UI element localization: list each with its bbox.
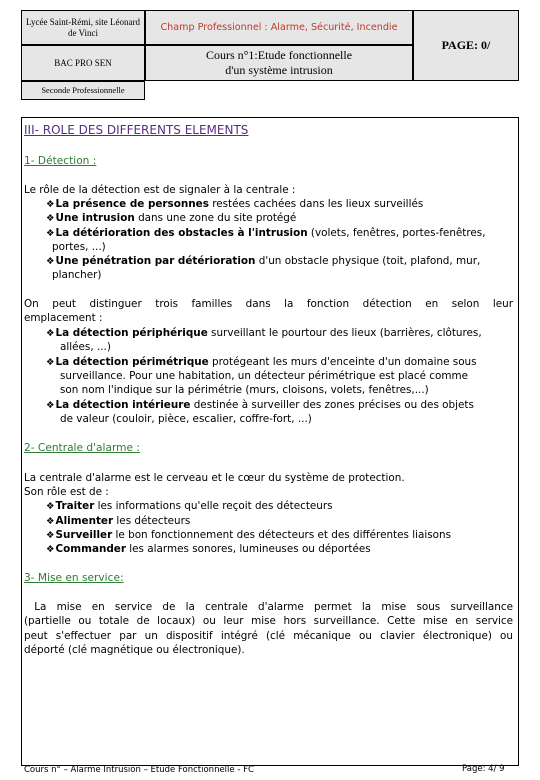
detection-heading: 1- Détection :	[24, 155, 97, 167]
detection-item: ❖ La détérioration des obstacles à l'intrusion (volets, fenêtres, portes-fenêtres,	[46, 226, 486, 241]
detection-item-continuation: portes, ...)	[52, 241, 106, 253]
mise-paragraph-line: (partielle ou totale de locaux) ou leur mise hors surveillance. Cette mise en service	[24, 615, 513, 627]
school-name: Lycée Saint-Rémi, site Léonard de Vinci	[21, 10, 145, 45]
mise-paragraph-line: La mise en service de la centrale d'alarme permet la mise sous surveillance	[24, 601, 513, 613]
detection-intro: Le rôle de la détection est de signaler à la centrale :	[24, 184, 296, 196]
centrale-role: Son rôle est de :	[24, 486, 109, 498]
detection-item: ❖ Une intrusion dans une zone du site protégé	[46, 211, 296, 226]
centrale-intro: La centrale d'alarme est le cerveau et le cœur du système de protection.	[24, 472, 405, 484]
centrale-heading: 2- Centrale d'alarme :	[24, 442, 140, 454]
detection-item: ❖ Une pénétration par détérioration d'un obstacle physique (toit, plafond, mur,	[46, 254, 480, 269]
family-item-continuation: son nom l'indique sur la périmétrie (murs, cloisons, volets, fenêtres,...)	[60, 384, 429, 396]
family-item-continuation: allées, ...)	[60, 341, 111, 353]
family-item: ❖ La détection intérieure destinée à surveiller des zones précises ou des objets	[46, 398, 474, 413]
families-intro-continuation: emplacement :	[24, 312, 103, 324]
mise-paragraph-line: peut s'effectuer par un dispositif intégré (clé mécanique ou clavier électronique) ou	[24, 630, 513, 642]
detection-item-continuation: plancher)	[52, 269, 102, 281]
centrale-item: ❖ Alimenter les détecteurs	[46, 514, 190, 529]
family-item: ❖ La détection périmétrique protégeant les murs d'enceinte d'un domaine sous	[46, 355, 477, 370]
footer-page: Page: 4/ 9	[462, 764, 505, 774]
family-item: ❖ La détection périphérique surveillant le pourtour des lieux (barrières, clôtures,	[46, 326, 482, 341]
section-title: III- ROLE DES DIFFERENTS ELEMENTS	[24, 123, 249, 137]
families-intro: On peut distinguer trois familles dans la fonction détection en selon leur	[24, 298, 513, 310]
level-label: Seconde Professionnelle	[21, 81, 145, 100]
family-item-continuation: surveillance. Pour une habitation, un détecteur périmétrique est placé comme	[60, 370, 468, 382]
course-title: Cours n°1:Etude fonctionnelle d'un système intrusion	[145, 45, 413, 81]
family-item-continuation: de valeur (couloir, pièce, escalier, coffre-fort, ...)	[60, 413, 312, 425]
mise-paragraph-line: déporté (clé magnétique ou électronique).	[24, 644, 245, 656]
centrale-item: ❖ Surveiller le bon fonctionnement des détecteurs et des différentes liaisons	[46, 528, 451, 543]
bac-label: BAC PRO SEN	[21, 45, 145, 81]
detection-item: ❖ La présence de personnes restées cachées dans les lieux surveillés	[46, 197, 423, 212]
centrale-item: ❖ Traiter les informations qu'elle reçoit des détecteurs	[46, 499, 333, 514]
mise-heading: 3- Mise en service:	[24, 572, 124, 584]
field-label: Champ Professionnel : Alarme, Sécurité, Incendie	[145, 10, 413, 45]
centrale-item: ❖ Commander les alarmes sonores, lumineuses ou déportées	[46, 542, 371, 557]
page-indicator: PAGE: 0/	[413, 10, 519, 81]
footer-course: Cours n° – Alarme Intrusion – Etude Fonctionnelle - FC	[24, 765, 254, 775]
